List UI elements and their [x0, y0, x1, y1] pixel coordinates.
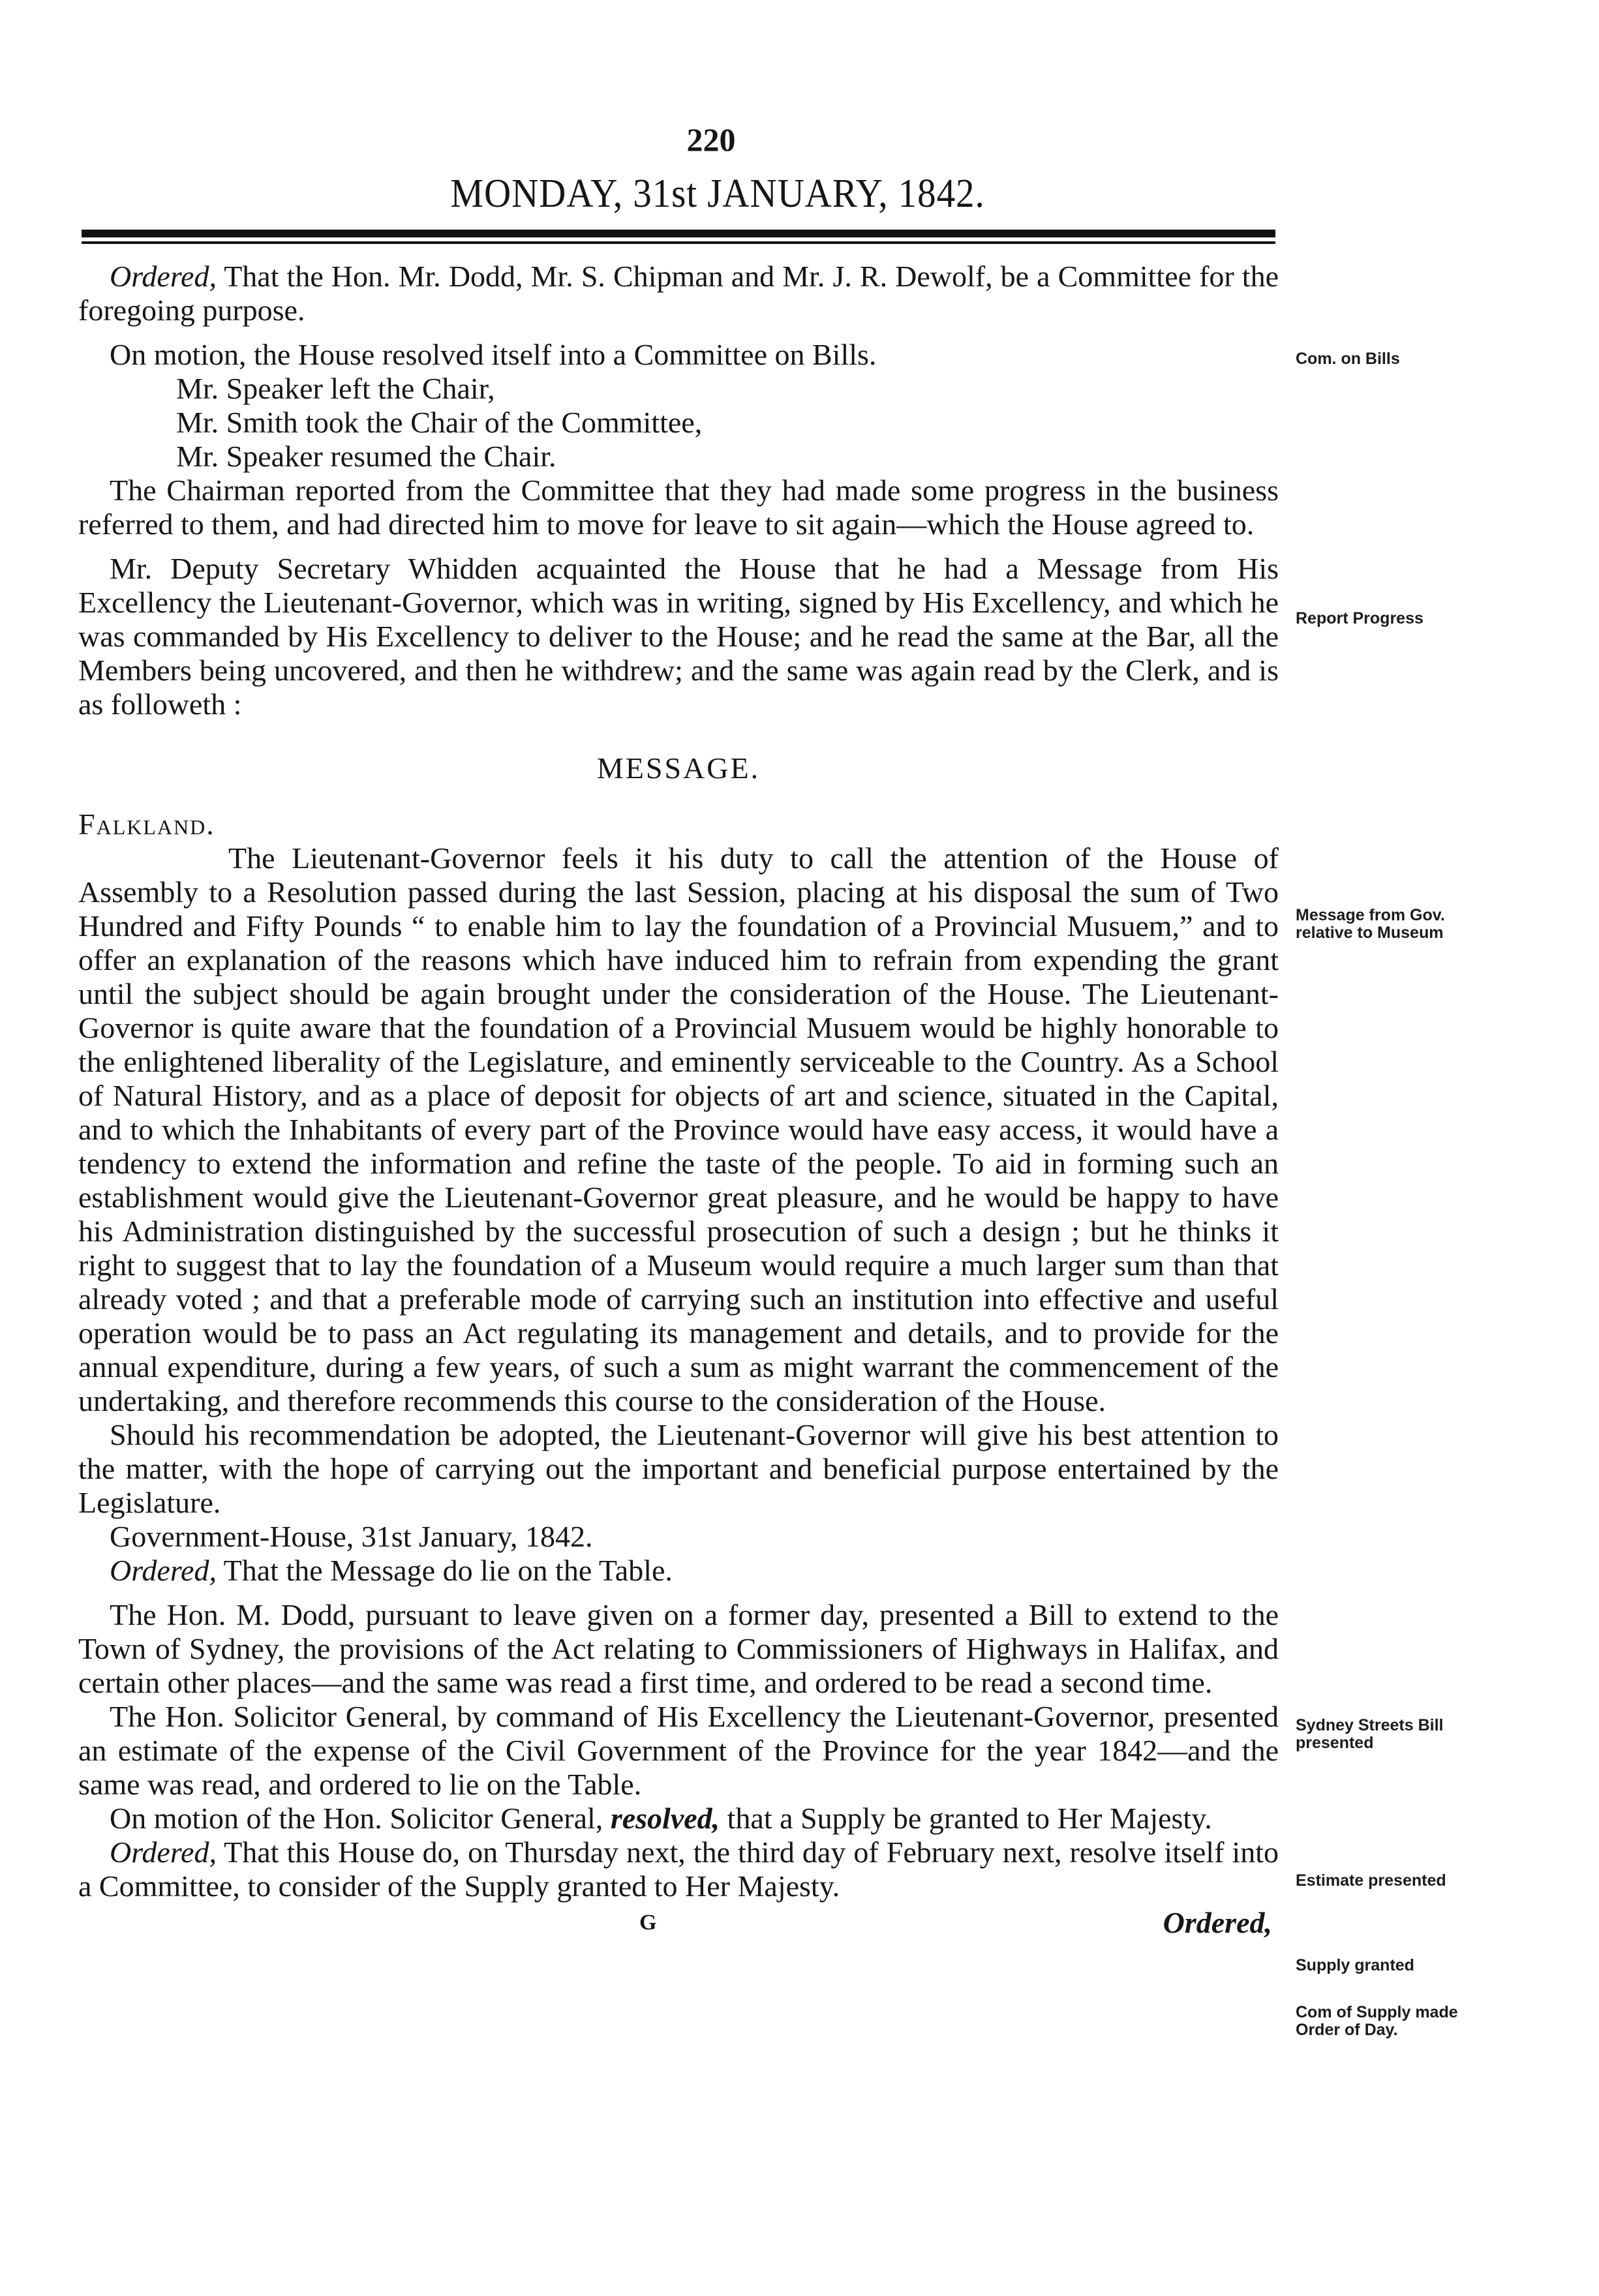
- message-signature: Falkland.: [78, 808, 215, 841]
- paragraph-estimate: The Hon. Solicitor General, by command of His Excellency the Lieutenant-Governor, presented an estimate of the expense of the Civil Government of the Province for the year 1842—and the same was read, and ordered to lie on the Table.: [78, 1700, 1279, 1801]
- paragraph-message-text: The Lieutenant-Governor feels it his duty to call the attention of the House of Assembly to a Resolution passed during the last Session, placing at his disposal the sum of Two Hundred and Fifty Pounds “ to enable him to lay the foundation of a Provincial Musuem,” and to offer an explanation of the reasons which have induced him to refrain from expending the grant until the subject should be again brought under the consideration of the House. The Lieutenant-Governor is quite aware that the foundation of a Provincial Musuem would be highly honorable to the enlightened liberality of the Legislature, and eminently serviceable to the Country. As a School of Natural History, and as a place of deposit for objects of art and science, situated in the Capital, and to which the Inhabitants of every part of the Province would have easy access, it would have a tendency to extend the information and refine the taste of the people. To aid in forming such an establishment would give the Lieutenant-Governor great pleasure, and he would be happy to have his Administration distinguished by the successful prosecution of such a design ; but he thinks it right to suggest that to lay the foundation of a Museum would require a much larger sum than that already voted ; and that a preferable mode of carrying such an institution into effective and useful operation would be to pass an Act regulating its management and details, and to provide for the annual expenditure, during a few years, of such a sum as might warrant the commencement of the undertaking, and therefore recommends this course to the consideration of the House.: [78, 841, 1279, 1417]
- header-rule-thin: [82, 241, 1275, 244]
- paragraph-speaker-left: Mr. Speaker left the Chair,: [176, 372, 495, 405]
- margin-note-sydney-streets: Sydney Streets Bill presented: [1296, 1716, 1444, 1752]
- resolved-label: resolved,: [610, 1802, 720, 1835]
- paragraph-committee-appointed: Ordered, That the Hon. Mr. Dodd, Mr. S. Chipman and Mr. J. R. Dewolf, be a Committee for the foregoing purpose.: [78, 260, 1279, 327]
- ordered-label: Ordered,: [110, 1554, 217, 1587]
- margin-note-message-from-gov: Message from Gov. relative to Museum: [1296, 906, 1445, 942]
- signature-mark: G: [639, 1911, 657, 1935]
- paragraph-chairman-report: The Chairman reported from the Committee that they had made some progress in the business referred to them, and had directed him to move for leave to sit again—which the House agreed to.: [78, 474, 1279, 541]
- ordered-label: Ordered,: [110, 260, 217, 293]
- margin-note-report-progress: Report Progress: [1296, 609, 1424, 627]
- margin-note-com-of-supply: Com of Supply made Order of Day.: [1296, 2003, 1458, 2039]
- paragraph-committee-on-bills: On motion, the House resolved itself into a Committee on Bills.: [110, 338, 877, 371]
- ordered-label: Ordered,: [110, 1835, 217, 1869]
- message-place-date: Government-House, 31st January, 1842.: [110, 1520, 593, 1553]
- page-footer: [78, 1906, 1279, 1940]
- page-number: 220: [686, 121, 736, 158]
- message-heading: MESSAGE.: [596, 751, 761, 785]
- paragraph-committee-of-supply: Ordered, That this House do, on Thursday next, the third day of February next, resolve itself into a Committee, to consider of the Supply granted to Her Majesty.: [78, 1835, 1279, 1903]
- journal-body: [78, 260, 1279, 1940]
- header-rule-thick: [82, 230, 1275, 237]
- paragraph-smith-chair: Mr. Smith took the Chair of the Committee,: [176, 406, 703, 439]
- date-heading: MONDAY, 31st JANUARY, 1842.: [450, 172, 985, 216]
- paragraph-message-on-table: Ordered, That the Message do lie on the Table.: [110, 1554, 673, 1587]
- paragraph-message-recommendation: Should his recommendation be adopted, the Lieutenant-Governor will give his best attention to the matter, with the hope of carrying out the important and beneficial purpose entertained by the Legislature.: [78, 1418, 1279, 1519]
- paragraph-supply-resolved: On motion of the Hon. Solicitor General, resolved, that a Supply be granted to Her Majesty.: [110, 1802, 1212, 1835]
- catchword: Ordered,: [1163, 1906, 1272, 1939]
- margin-note-com-bills: Com. on Bills: [1296, 350, 1400, 368]
- margin-note-estimate-presented: Estimate presented: [1296, 1871, 1446, 1890]
- paragraph-speaker-resumed: Mr. Speaker resumed the Chair.: [176, 440, 556, 473]
- paragraph-sydney-bill: The Hon. M. Dodd, pursuant to leave given on a former day, presented a Bill to extend to the Town of Sydney, the provisions of the Act relating to Commissioners of Highways in Halifax, and certain other places—and the same was read a first time, and ordered to be read a second time.: [78, 1598, 1279, 1699]
- paragraph-deputy-secretary: Mr. Deputy Secretary Whidden acquainted the House that he had a Message from His Excellency the Lieutenant-Governor, which was in writing, signed by His Excellency, and which he was commanded by His Excellency to deliver to the House; and he read the same at the Bar, all the Members being uncovered, and then he withdrew; and the same was again read by the Clerk, and is as followeth :: [78, 552, 1279, 721]
- margin-note-supply-granted: Supply granted: [1296, 1956, 1414, 1974]
